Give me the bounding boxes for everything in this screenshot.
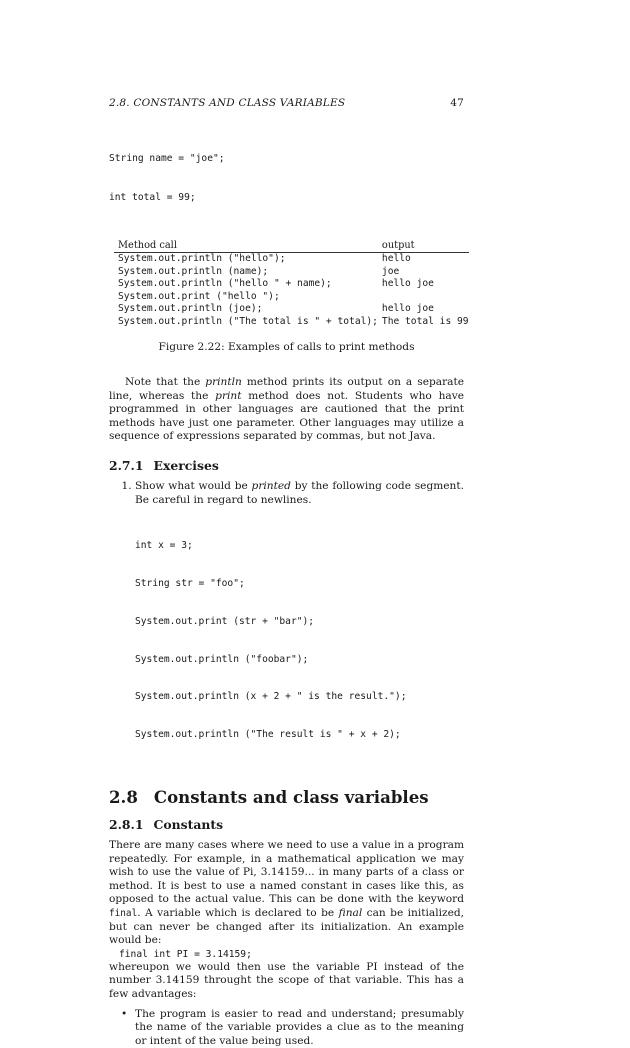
subsection-number: 2.7.1 xyxy=(109,457,144,473)
table-row xyxy=(114,278,469,291)
table-cell: System.out.println ("hello"); xyxy=(118,253,286,264)
page xyxy=(109,96,469,1048)
table-row xyxy=(114,291,469,304)
table-cell: hello joe xyxy=(381,303,434,314)
emphasis-printed: printed xyxy=(251,479,291,492)
table-cell: The total is 99 xyxy=(381,315,469,327)
text-run: method does not. Students who have programmed in other languages are cautioned that the print methods have just one parameter. Other languages may utilize a sequence of expressions separated by commas, but not Java. xyxy=(109,389,464,443)
code-line: System.out.println (x + 2 + " is the result."); xyxy=(135,691,407,703)
section-number: 2.8 xyxy=(109,787,138,808)
emphasis-println: println xyxy=(205,376,242,388)
table-row xyxy=(114,316,469,329)
code-line: System.out.println ("The result is " + x + 2); xyxy=(135,729,401,741)
text-run: . A variable which is declared to be xyxy=(137,907,339,919)
code-line: String str = "foo"; xyxy=(135,578,245,590)
table-cell: System.out.println ("The total is " + total); xyxy=(118,315,378,327)
page-number: 47 xyxy=(450,97,464,109)
table-row xyxy=(114,266,469,279)
subsection-heading-exercises xyxy=(109,458,464,474)
text-run: There are many cases where we need to use a value in a program repeatedly. For example, in a mathematical application we may wish to use the value of Pi, 3.14159... in many parts of a class or method. It is best to use a named constant in cases like this, as opposed to the actual value. This can be done with the keyword xyxy=(109,839,464,906)
subsection-number: 2.8.1 xyxy=(109,817,144,833)
running-header-section: 2.8. CONSTANTS AND CLASS VARIABLES xyxy=(109,97,346,109)
text-run: The program is easier to read and understand; presumably the name of the variable provides a clue as to the meaning or intent of the value being used. xyxy=(135,1007,464,1047)
column-header-method-call: Method call xyxy=(114,239,378,253)
running-header xyxy=(109,96,464,110)
exercise-item xyxy=(135,480,464,767)
constants-followup-paragraph: whereupon we would then use the variable PI instead of the number 3.14159 throught the scope of that variable. This has a few advantages: xyxy=(109,960,464,1000)
list-item xyxy=(121,1007,464,1048)
emphasis-final: final xyxy=(338,907,363,919)
text-run: method prints its output on a separate line, whereas the xyxy=(109,376,464,402)
text-run: by the following code segment. Be careful in regard to newlines. xyxy=(135,479,464,506)
table-cell: System.out.print ("hello "); xyxy=(118,290,280,302)
table-cell: System.out.println (joe); xyxy=(118,303,263,314)
subsection-title: Exercises xyxy=(153,457,219,473)
emphasis-print: print xyxy=(215,389,242,402)
bullet-icon: • xyxy=(121,1007,128,1020)
code-line: String name = "joe"; xyxy=(109,153,225,164)
code-line: System.out.println ("foobar"); xyxy=(135,653,309,665)
section-heading xyxy=(109,787,464,807)
keyword-final: final xyxy=(109,908,138,919)
table-cell xyxy=(378,291,469,304)
table-cell: System.out.println (name); xyxy=(118,265,269,277)
table-header-row xyxy=(114,239,469,253)
table-row xyxy=(114,253,469,266)
exercise-list xyxy=(109,480,464,767)
figure-caption: Figure 2.22: Examples of calls to print methods xyxy=(158,341,415,353)
table-row xyxy=(114,303,469,316)
exercise-code xyxy=(135,515,464,767)
code-line: System.out.print (str + "bar"); xyxy=(135,615,315,627)
text-run: Note that the xyxy=(125,376,206,388)
print-calls-table xyxy=(114,239,469,328)
print-methods-note xyxy=(109,376,464,444)
text-run: Show what would be xyxy=(135,479,252,492)
constants-paragraph xyxy=(109,839,464,948)
code-line: int x = 3; xyxy=(135,540,193,552)
subsection-title: Constants xyxy=(153,817,224,833)
table-cell: hello xyxy=(381,253,411,264)
declaration-code xyxy=(109,126,464,230)
section-title: Constants and class variables xyxy=(153,787,429,808)
final-declaration-code: final int PI = 3.14159; xyxy=(119,948,252,960)
advantages-list xyxy=(109,1008,464,1048)
subsection-heading-constants xyxy=(109,817,464,833)
table-cell: System.out.println ("hello " + name); xyxy=(118,278,332,289)
text-run: can be initialized, but can never be changed after its initialization. An example would be: xyxy=(109,907,464,947)
column-header-output: output xyxy=(378,239,469,253)
code-line: int total = 99; xyxy=(109,192,196,203)
table-cell: hello joe xyxy=(381,278,434,289)
table-cell: joe xyxy=(381,265,400,277)
